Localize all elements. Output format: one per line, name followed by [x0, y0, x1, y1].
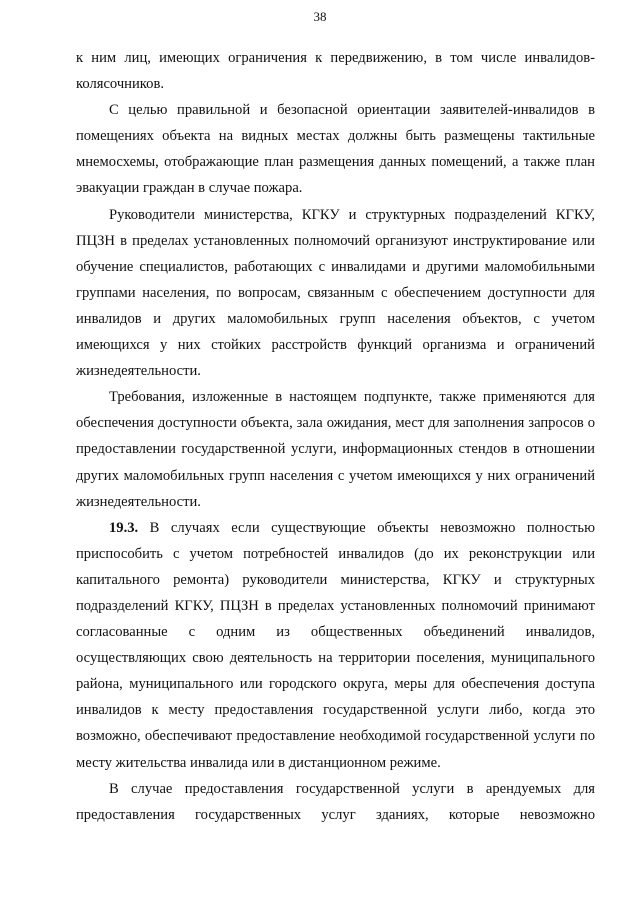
document-body	[76, 45, 595, 828]
page-number: 38	[313, 9, 327, 24]
paragraph-staff-training: Руководители министерства, КГКУ и структурных подразделений КГКУ, ПЦЗН в пределах установленных полномочий организуют инструктирование или обучение специалистов, работающих с инвалидами и другими маломобильными группами населения, по вопросам, связанным с обеспечением доступности для инвалидов и других маломобильных групп населения объектов, с учетом имеющихся у них стойких расстройств функций организма и ограничений жизнедеятельности.	[76, 206, 595, 380]
paragraph-rented-buildings: В случае предоставления государственной услуги в арендуемых для предоставления государственных услуг зданиях, которые невозможно	[76, 780, 595, 823]
item-text: В случаях если существующие объекты невозможно полностью приспособить с учетом потребностей инвалидов (до их реконструкции или капитального ремонта) руководители министерства, КГКУ и структурных подразделений КГКУ, ПЦЗН в пределах установленных полномочий принимают согласованные с одним из общественных объединений инвалидов, осуществляющих свою деятельность на территории поселения, муниципального района, муниципального или городского округа, меры для обеспечения доступа инвалидов к месту предоставления государственной услуги либо, когда это возможно, обеспечивают предоставление необходимой государственной услуги по месту жительства инвалида или в дистанционном режиме.	[76, 519, 595, 771]
paragraph-item-19-3	[76, 515, 595, 776]
paragraph-tactile-schemes: С целью правильной и безопасной ориентации заявителей-инвалидов в помещениях объекта на видных местах должны быть размещены тактильные мнемосхемы, отображающие план размещения данных помещений, а также план эвакуации граждан в случае пожара.	[76, 102, 595, 197]
item-number: 19.3.	[109, 519, 139, 536]
paragraph-continuation: к ним лиц, имеющих ограничения к передвижению, в том числе инвалидов-колясочников.	[76, 50, 595, 93]
paragraph-requirements: Требования, изложенные в настоящем подпункте, также применяются для обеспечения доступности объекта, зала ожидания, мест для заполнения запросов о предоставлении государственной услуги, информационных стендов в отношении других маломобильных групп населения с учетом имеющихся у них ограничений жизнедеятельности.	[76, 389, 595, 510]
